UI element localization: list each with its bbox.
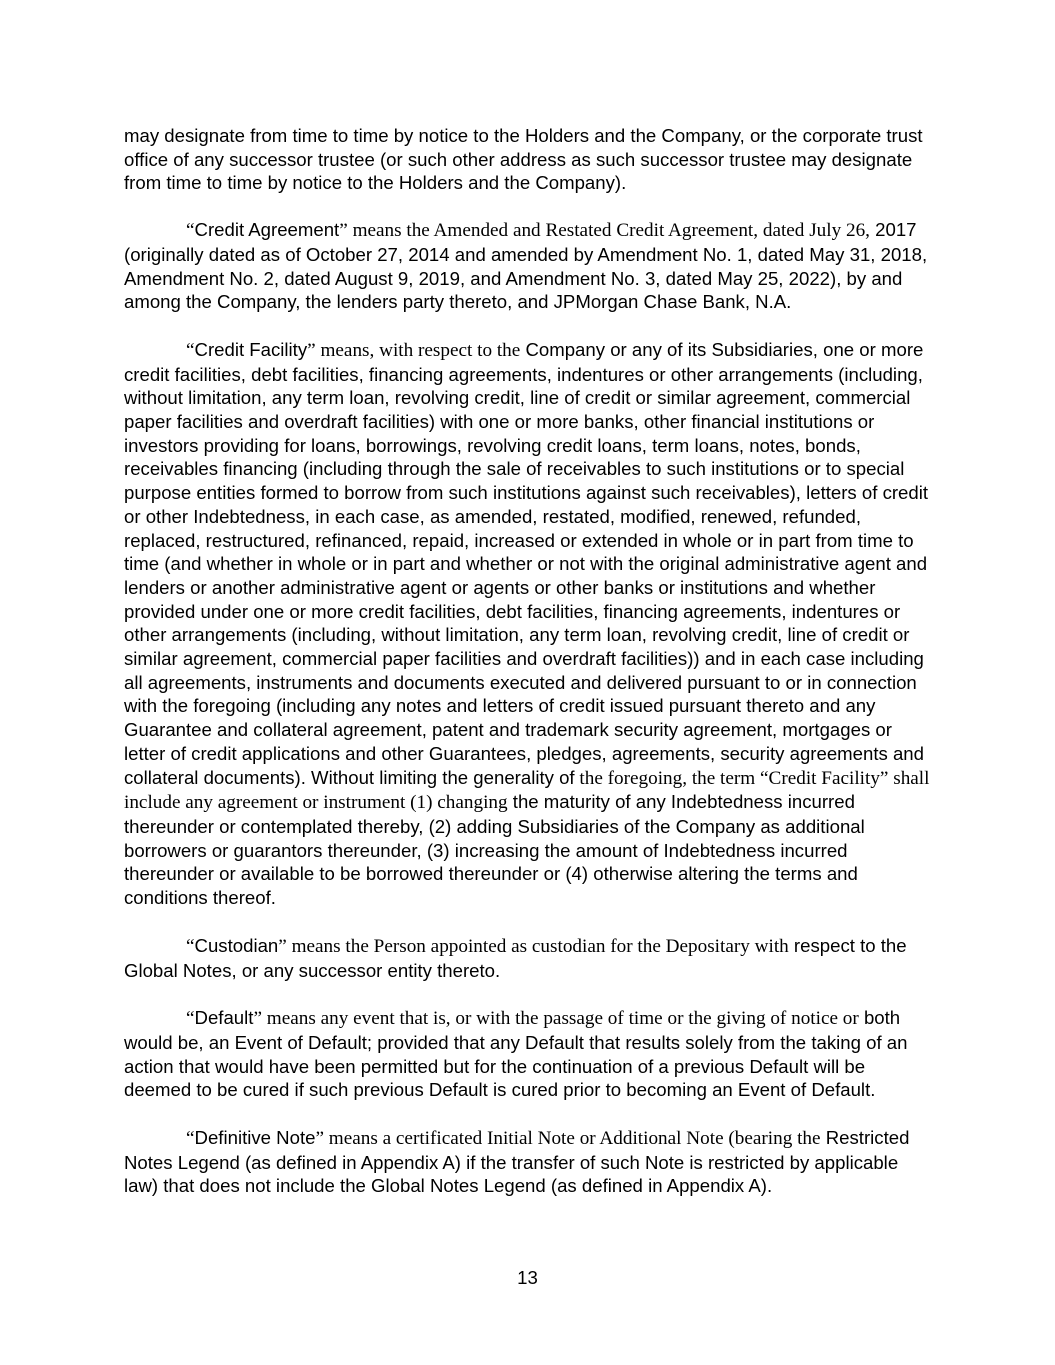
open-quote: “ xyxy=(186,220,195,242)
definition-serif-sentence: the foregoing, the term “Credit Facility” shall include any agreement or instrument (1) changing xyxy=(124,767,930,814)
definition-lead: means, with respect to the xyxy=(315,339,521,361)
open-quote: “ xyxy=(186,1008,195,1030)
definition-credit-agreement xyxy=(124,218,932,314)
definition-lead: means the Person appointed as custodian for the Depositary with xyxy=(286,935,789,957)
definition-body: Company or any of its Subsidiaries, one or more credit facilities, debt facilities, financing agreements, indentures or other arrangements (including, without limitation, any term loan, revolving credit, line of credit or similar agreement, commercial paper facilities and overdraft facilities) with one or more banks, other financial institutions or investors providing for loans, borrowings, revolving credit loans, term loans, notes, bonds, receivables financing (including through the sale of receivables to such institutions or to special purpose entities formed to borrow from such institutions against such receivables), letters of credit or other Indebtedness, in each case, as amended, restated, modified, renewed, refunded, replaced, restructured, refinanced, repaid, increased or extended in whole or in part from time to time (and whether in whole or in part and whether or not with the original administrative agent and lenders or another administrative agent or agents or other banks or institutions and whether provided under one or more credit facilities, debt facilities, financing agreements, indentures or other arrangements (including, without limitation, any term loan, revolving credit, line of credit or similar agreement, commercial paper facilities and overdraft facilities)) and in each case including all agreements, instruments and documents executed and delivered pursuant to or in connection with the foregoing (including any notes and letters of credit issued pursuant thereto and any Guarantee and collateral agreement, patent and trademark security agreement, mortgages or letter of credit applications and other Guarantees, pledges, agreements, security agreements and collateral documents). Without limiting the generality of xyxy=(124,338,929,788)
defined-term: Default xyxy=(194,1007,254,1029)
document-page xyxy=(124,124,932,1222)
close-quote: ” xyxy=(253,1008,262,1030)
page-number: 13 xyxy=(517,1267,538,1288)
definition-credit-facility xyxy=(124,338,932,910)
close-quote: ” xyxy=(307,339,316,361)
definition-body: 2017 (originally dated as of October 27, 2014 and amended by Amendment No. 1, dated May 31, 2018, Amendment No. 2, dated August 9, 2019, and Amendment No. 3, dated May 25, 2022), by and among the Company, the lenders party thereto, and JPMorgan Chase Bank, N.A. xyxy=(124,219,928,313)
definition-default xyxy=(124,1006,932,1102)
definition-body: respect to the Global Notes, or any successor entity thereto. xyxy=(124,934,907,981)
open-quote: “ xyxy=(186,1128,195,1150)
definition-lead: means any event that is, or with the passage of time or the giving of notice or xyxy=(261,1008,859,1030)
definition-body: Restricted Notes Legend (as defined in Appendix A) if the transfer of such Note is restricted by applicable law) that does not include the Global Notes Legend (as defined in Appendix A). xyxy=(124,1127,910,1197)
close-quote: ” xyxy=(339,220,348,242)
definition-definitive-note xyxy=(124,1126,932,1198)
defined-term: Definitive Note xyxy=(194,1127,316,1149)
continuation-paragraph: may designate from time to time by notice to the Holders and the Company, or the corporate trust office of any successor trustee (or such other address as such successor trustee may designate from time to time by notice to the Holders and the Company). xyxy=(124,125,923,194)
definition-body: both would be, an Event of Default; provided that any Default that results solely from the taking of an action that would have been permitted but for the continuation of a previous Default will be deemed to be cured if such previous Default is cured prior to becoming an Event of Default. xyxy=(124,1007,908,1101)
defined-term: Credit Facility xyxy=(194,338,308,360)
definition-lead: means the Amended and Restated Credit Agreement, dated July 26, xyxy=(347,220,870,242)
definition-custodian xyxy=(124,934,932,982)
defined-term: Credit Agreement xyxy=(194,219,340,241)
defined-term: Custodian xyxy=(194,934,279,956)
definition-tail: the maturity of any Indebtedness incurred thereunder or contemplated thereby, (2) adding Subsidiaries of the Company as additional borrowers or guarantors thereunder, (3) increasing the amount of Indebtedness incurred thereunder or available to be borrowed thereunder or (4) otherwise altering the terms and conditions thereof. xyxy=(124,791,865,909)
open-quote: “ xyxy=(186,339,195,361)
open-quote: “ xyxy=(186,935,195,957)
definition-lead: means a certificated Initial Note or Additional Note (bearing the xyxy=(323,1128,821,1150)
close-quote: ” xyxy=(278,935,287,957)
close-quote: ” xyxy=(315,1128,324,1150)
